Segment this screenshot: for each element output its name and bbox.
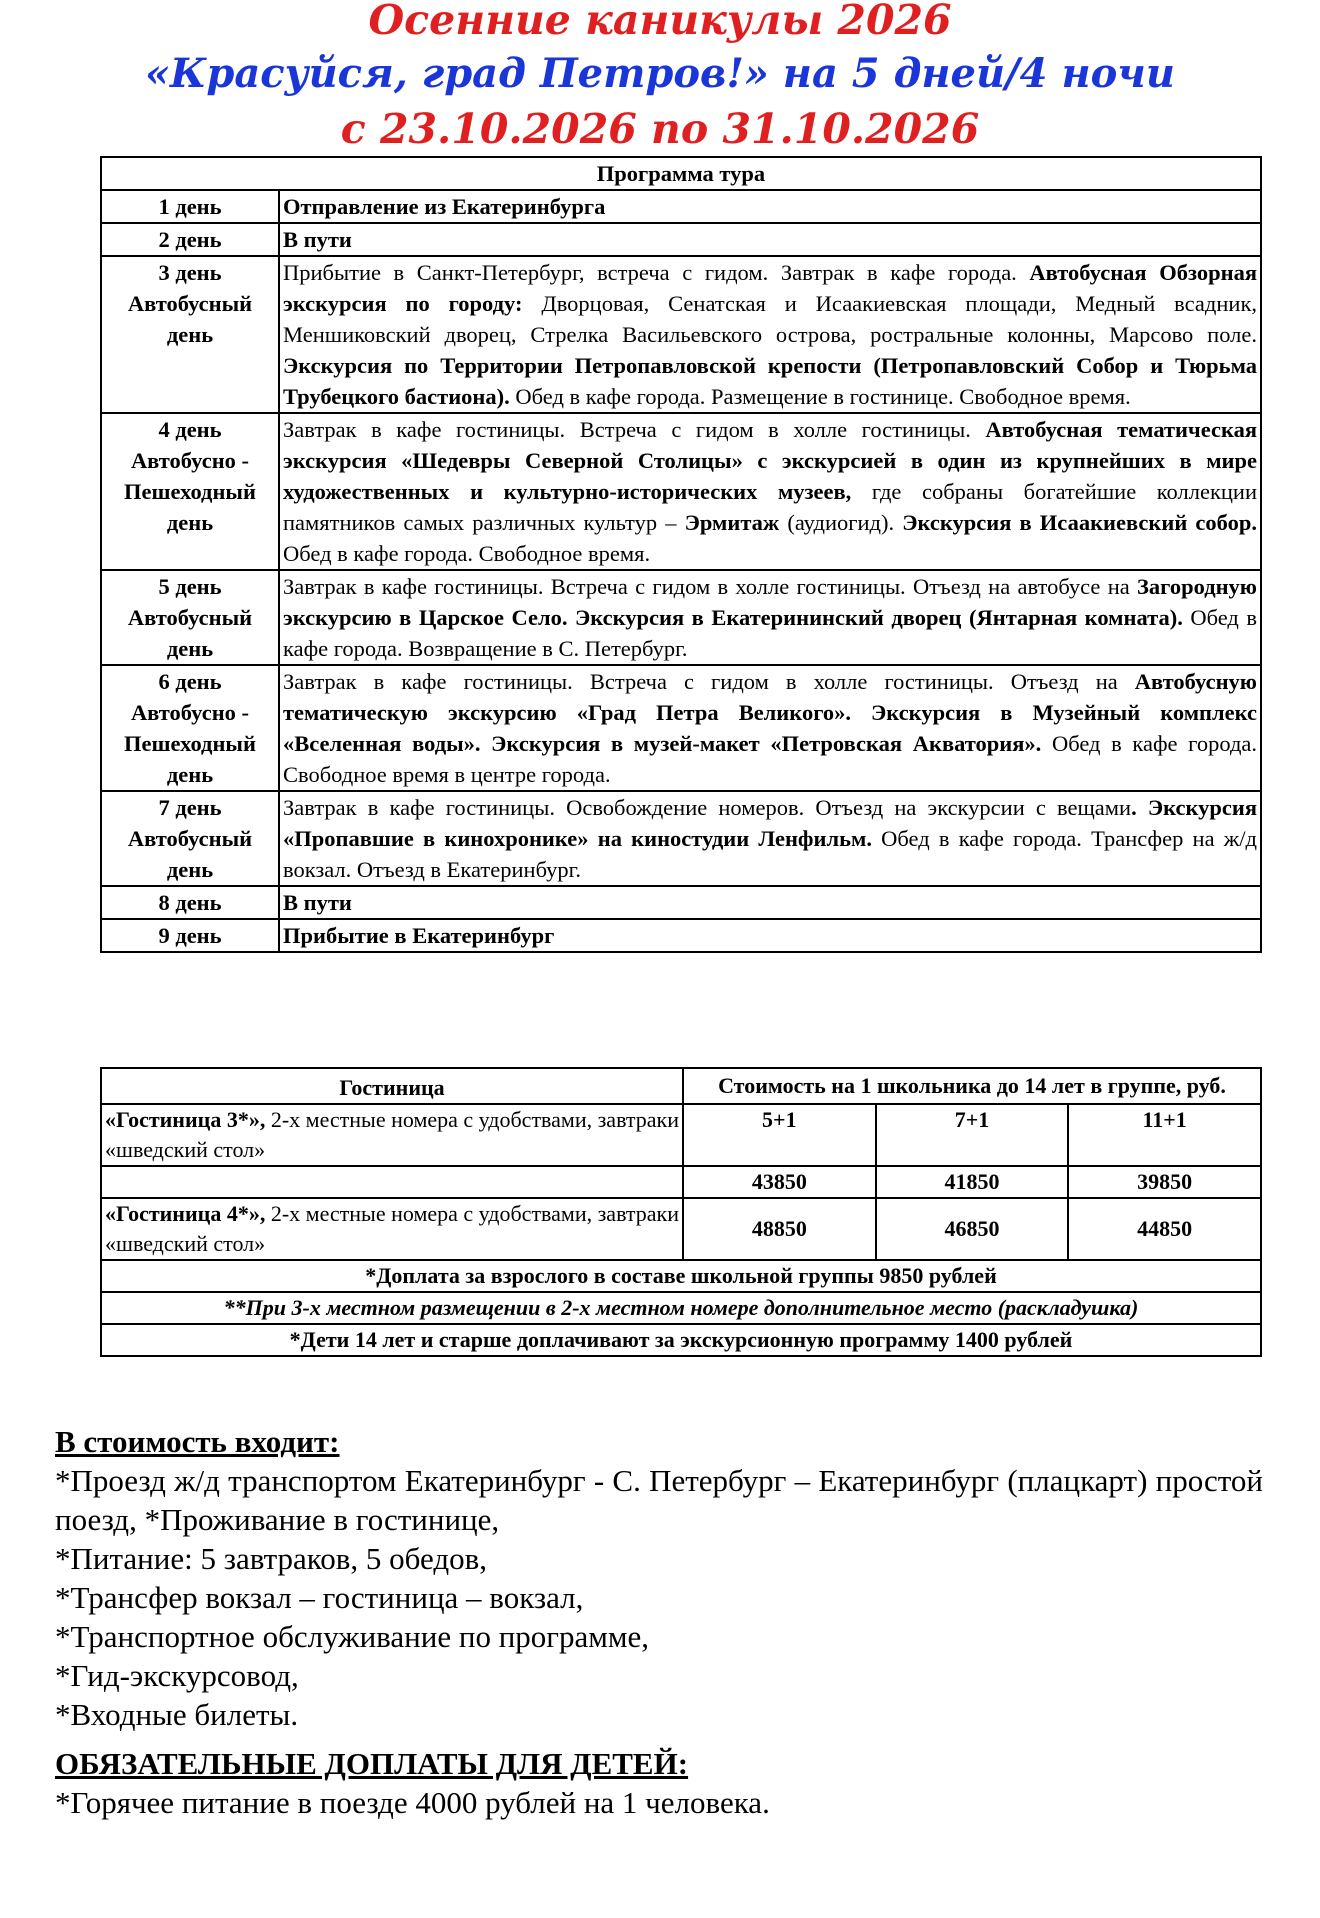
day-type: день bbox=[166, 762, 214, 787]
hotel4-description: «Гостиница 4*», 2-х местные номера с удобствами, завтраки «шведский стол» bbox=[101, 1198, 683, 1260]
includes-item: *Входные билеты. bbox=[55, 1697, 299, 1732]
day-description: Отправление из Екатеринбурга bbox=[279, 190, 1261, 223]
price-table bbox=[100, 1067, 1262, 1357]
title-line-3: с 23.10.2026 по 31.10.2026 bbox=[340, 105, 980, 153]
extra-payment-item: *Горячее питание в поезде 4000 рублей на 1 человека. bbox=[55, 1785, 770, 1820]
program-row-day9 bbox=[101, 919, 1261, 952]
day-label bbox=[101, 665, 279, 791]
day-type: Автобусный bbox=[127, 605, 253, 630]
day-description: Завтрак в кафе гостиницы. Освобождение номеров. Отъезд на экскурсии с вещами. Экскурсия «Пропавшие в кинохронике» на киностудии Ленфильм. Обед в кафе города. Трансфер на ж/д вокзал. Отъезд в Екатеринбург. bbox=[279, 791, 1261, 886]
includes-item: *Проезд ж/д транспортом Екатеринбург - С. Петербург – Екатеринбург (плацкарт) простой поезд, *Проживание в гостинице, bbox=[55, 1463, 1263, 1537]
day-description: Завтрак в кафе гостиницы. Встреча с гидом в холле гостиницы. Отъезд на автобусе на Загородную экскурсию в Царское Село. Экскурсия в Екатерининский дворец (Янтарная комната). Обед в кафе города. Возвращение в С. Петербург. bbox=[279, 570, 1261, 665]
program-header-row bbox=[101, 157, 1261, 190]
program-row-day8 bbox=[101, 886, 1261, 919]
day-number: 7 день bbox=[158, 795, 222, 820]
day-description: Прибытие в Екатеринбург bbox=[279, 919, 1261, 952]
hotel-header: Гостиница bbox=[101, 1068, 683, 1104]
day-type: Автобусно - bbox=[130, 700, 250, 725]
note-row bbox=[101, 1324, 1261, 1356]
day-description: Завтрак в кафе гостиницы. Встреча с гидом в холле гостиницы. Отъезд на Автобусную тематическую экскурсию «Град Петра Великого». Экскурсия в Музейный комплекс «Вселенная воды». Экскурсия в музей-макет «Петровская Акватория». Обед в кафе города. Свободное время в центре города. bbox=[279, 665, 1261, 791]
day-type: день bbox=[166, 636, 214, 661]
day-label bbox=[101, 256, 279, 413]
day-label bbox=[101, 791, 279, 886]
program-row-day7 bbox=[101, 791, 1261, 886]
note-row bbox=[101, 1292, 1261, 1324]
day-number: 5 день bbox=[158, 574, 222, 599]
group-size: 7+1 bbox=[876, 1104, 1069, 1166]
includes-item: *Транспортное обслуживание по программе, bbox=[55, 1619, 649, 1654]
day-description: Завтрак в кафе гостиницы. Встреча с гидом в холле гостиницы. Автобусная тематическая экскурсия «Шедевры Северной Столицы» с экскурсией в один из крупнейших в мире художественных и культурно-исторических музеев, где собраны богатейшие коллекции памятников самых различных культур – Эрмитаж (аудиогид). Экскурсия в Исаакиевский собор. Обед в кафе города. Свободное время. bbox=[279, 413, 1261, 570]
program-row-day6 bbox=[101, 665, 1261, 791]
day-type: день bbox=[166, 510, 214, 535]
program-row-day5 bbox=[101, 570, 1261, 665]
price-value: 41850 bbox=[876, 1166, 1069, 1198]
price-header-row bbox=[101, 1068, 1261, 1104]
day-type: Пешеходный bbox=[124, 479, 256, 504]
program-row-day4 bbox=[101, 413, 1261, 570]
day-number: 4 день bbox=[158, 417, 222, 442]
day-number: 6 день bbox=[158, 669, 222, 694]
day-label bbox=[101, 570, 279, 665]
day-type: Пешеходный bbox=[124, 731, 256, 756]
group-size: 5+1 bbox=[683, 1104, 876, 1166]
program-table bbox=[100, 156, 1262, 953]
includes-heading: В стоимость входит: bbox=[55, 1424, 340, 1459]
program-row-day1 bbox=[101, 190, 1261, 223]
day-type: Автобусный bbox=[127, 291, 253, 316]
price-value: 48850 bbox=[683, 1198, 876, 1260]
price-row-hotel3 bbox=[101, 1104, 1261, 1166]
price-row-hotel4 bbox=[101, 1198, 1261, 1260]
day-label: 2 день bbox=[101, 223, 279, 256]
day-type: день bbox=[166, 322, 214, 347]
group-size: 11+1 bbox=[1068, 1104, 1261, 1166]
day-number: 3 день bbox=[158, 260, 222, 285]
hotel3-description: «Гостиница 3*», 2-х местные номера с удобствами, завтраки «шведский стол» bbox=[101, 1104, 683, 1166]
price-value: 39850 bbox=[1068, 1166, 1261, 1198]
price-values-hotel3 bbox=[101, 1166, 1261, 1198]
includes-item: *Питание: 5 завтраков, 5 обедов, bbox=[55, 1541, 488, 1576]
day-type: Автобусно - bbox=[130, 448, 250, 473]
empty-cell bbox=[101, 1166, 683, 1198]
day-label: 1 день bbox=[101, 190, 279, 223]
day-type: Автобусный bbox=[127, 826, 253, 851]
program-title: Программа тура bbox=[101, 157, 1261, 190]
includes-item: *Гид-экскурсовод, bbox=[55, 1658, 299, 1693]
program-row-day3 bbox=[101, 256, 1261, 413]
older-children-note: *Дети 14 лет и старше доплачивают за экскурсионную программу 1400 рублей bbox=[101, 1324, 1261, 1356]
day-description: Прибытие в Санкт-Петербург, встреча с гидом. Завтрак в кафе города. Автобусная Обзорная экскурсия по городу: Дворцовая, Сенатская и Исаакиевская площади, Медный всадник, Меншиковский дворец, Стрелка Васильевского острова, ростральные колонны, Марсово поле. Экскурсия по Территории Петропавловской крепости (Петропавловский Собор и Тюрьма Трубецкого бастиона). Обед в кафе города. Размещение в гостинице. Свободное время. bbox=[279, 256, 1261, 413]
day-description: В пути bbox=[279, 223, 1261, 256]
includes-section bbox=[55, 1422, 1263, 1822]
extra-bed-note: **При 3-х местном размещении в 2-х местном номере дополнительное место (раскладушка) bbox=[101, 1292, 1261, 1324]
price-value: 46850 bbox=[876, 1198, 1069, 1260]
price-value: 44850 bbox=[1068, 1198, 1261, 1260]
day-type: день bbox=[166, 857, 214, 882]
day-description: В пути bbox=[279, 886, 1261, 919]
day-label: 9 день bbox=[101, 919, 279, 952]
day-label: 8 день bbox=[101, 886, 279, 919]
includes-item: *Трансфер вокзал – гостиница – вокзал, bbox=[55, 1580, 584, 1615]
cost-header: Стоимость на 1 школьника до 14 лет в группе, руб. bbox=[683, 1068, 1261, 1104]
extra-payments-heading: ОБЯЗАТЕЛЬНЫЕ ДОПЛАТЫ ДЛЯ ДЕТЕЙ: bbox=[55, 1746, 689, 1781]
day-label bbox=[101, 413, 279, 570]
title-line-1: Осенние каникулы 2026 bbox=[368, 0, 952, 44]
adult-surcharge-note: *Доплата за взрослого в составе школьной группы 9850 рублей bbox=[101, 1260, 1261, 1292]
note-row bbox=[101, 1260, 1261, 1292]
title-line-2: «Красуйся, град Петров!» на 5 дней/4 ночи bbox=[145, 50, 1175, 97]
program-row-day2 bbox=[101, 223, 1261, 256]
price-value: 43850 bbox=[683, 1166, 876, 1198]
